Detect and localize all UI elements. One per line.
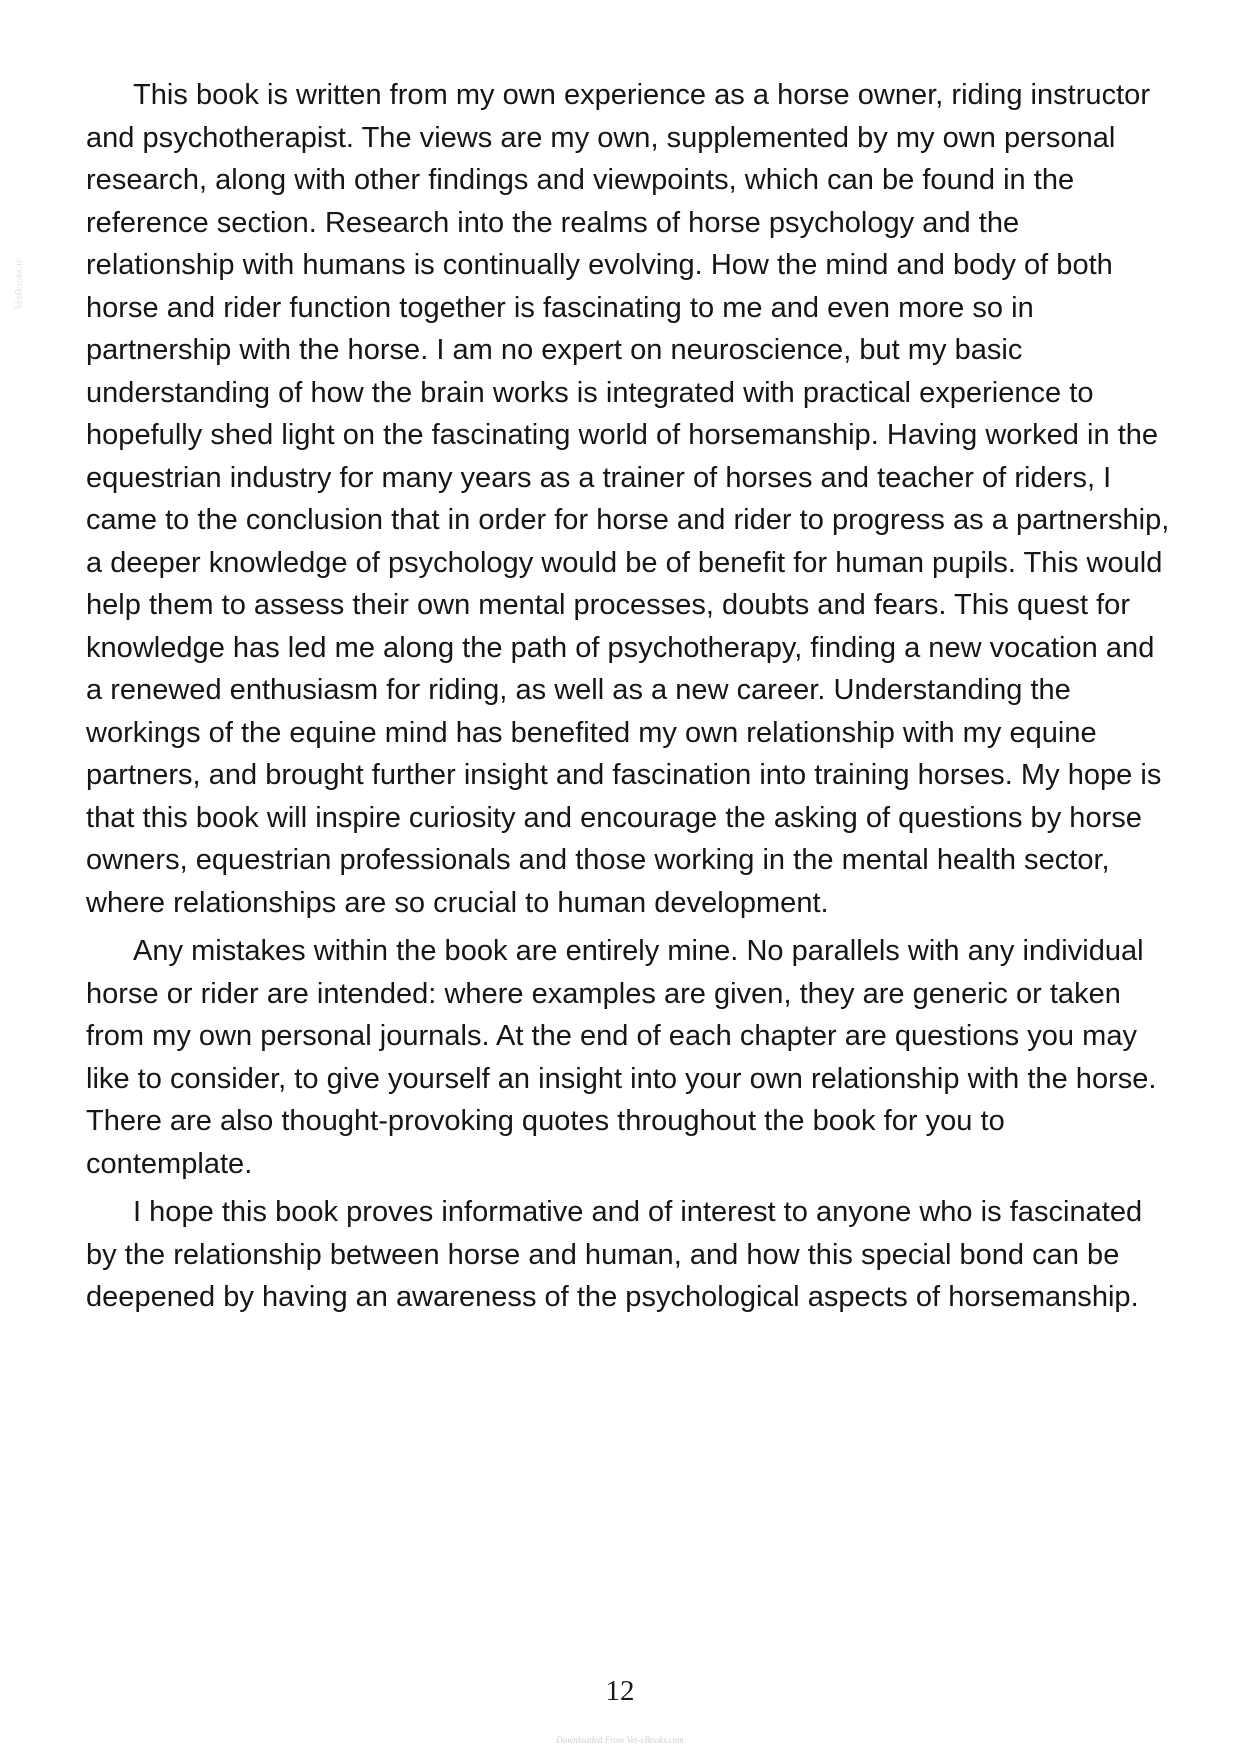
body-text <box>86 74 1170 1319</box>
footer-watermark: Downloaded From Vet-eBooks.com <box>556 1735 684 1745</box>
side-watermark: VetBooks.ir <box>13 258 26 310</box>
paragraph-intro: This book is written from my own experience as a horse owner, riding instructor and psychotherapist. The views are my own, supplemented by my own personal research, along with other findings and viewpoints, which can be found in the reference section. Research into the realms of horse psychology and the relationship with humans is continually evolving. How the mind and body of both horse and rider function together is fascinating to me and even more so in partnership with the horse. I am no expert on neuroscience, but my basic understanding of how the brain works is integrated with practical experience to hopefully shed light on the fascinating world of horsemanship. Having worked in the equestrian industry for many years as a trainer of horses and teacher of riders, I came to the conclusion that in order for horse and rider to progress as a partnership, a deeper knowledge of psychology would be of benefit for human pupils. This would help them to assess their own mental processes, doubts and fears. This quest for knowledge has led me along the path of psychotherapy, finding a new vocation and a renewed enthusiasm for riding, as well as a new career. Understanding the workings of the equine mind has benefited my own relationship with my equine partners, and brought further insight and fascination into training horses. My hope is that this book will inspire curiosity and encourage the asking of questions by horse owners, equestrian professionals and those working in the mental health sector, where relationships are so crucial to human development. <box>86 79 1170 919</box>
paragraph-closing: I hope this book proves informative and of interest to anyone who is fascinated by the relationship between horse and human, and how this special bond can be deepened by having an awareness of the psychological aspects of horsemanship. <box>86 1196 1143 1313</box>
paragraph-disclaimer: Any mistakes within the book are entirely mine. No parallels with any individual horse or rider are intended: where examples are given, they are generic or taken from my own personal journals. At the end of each chapter are questions you may like to consider, to give yourself an insight into your own relationship with the horse. There are also thought-provoking quotes throughout the book for you to contemplate. <box>86 935 1157 1180</box>
page-number: 12 <box>605 1675 635 1707</box>
